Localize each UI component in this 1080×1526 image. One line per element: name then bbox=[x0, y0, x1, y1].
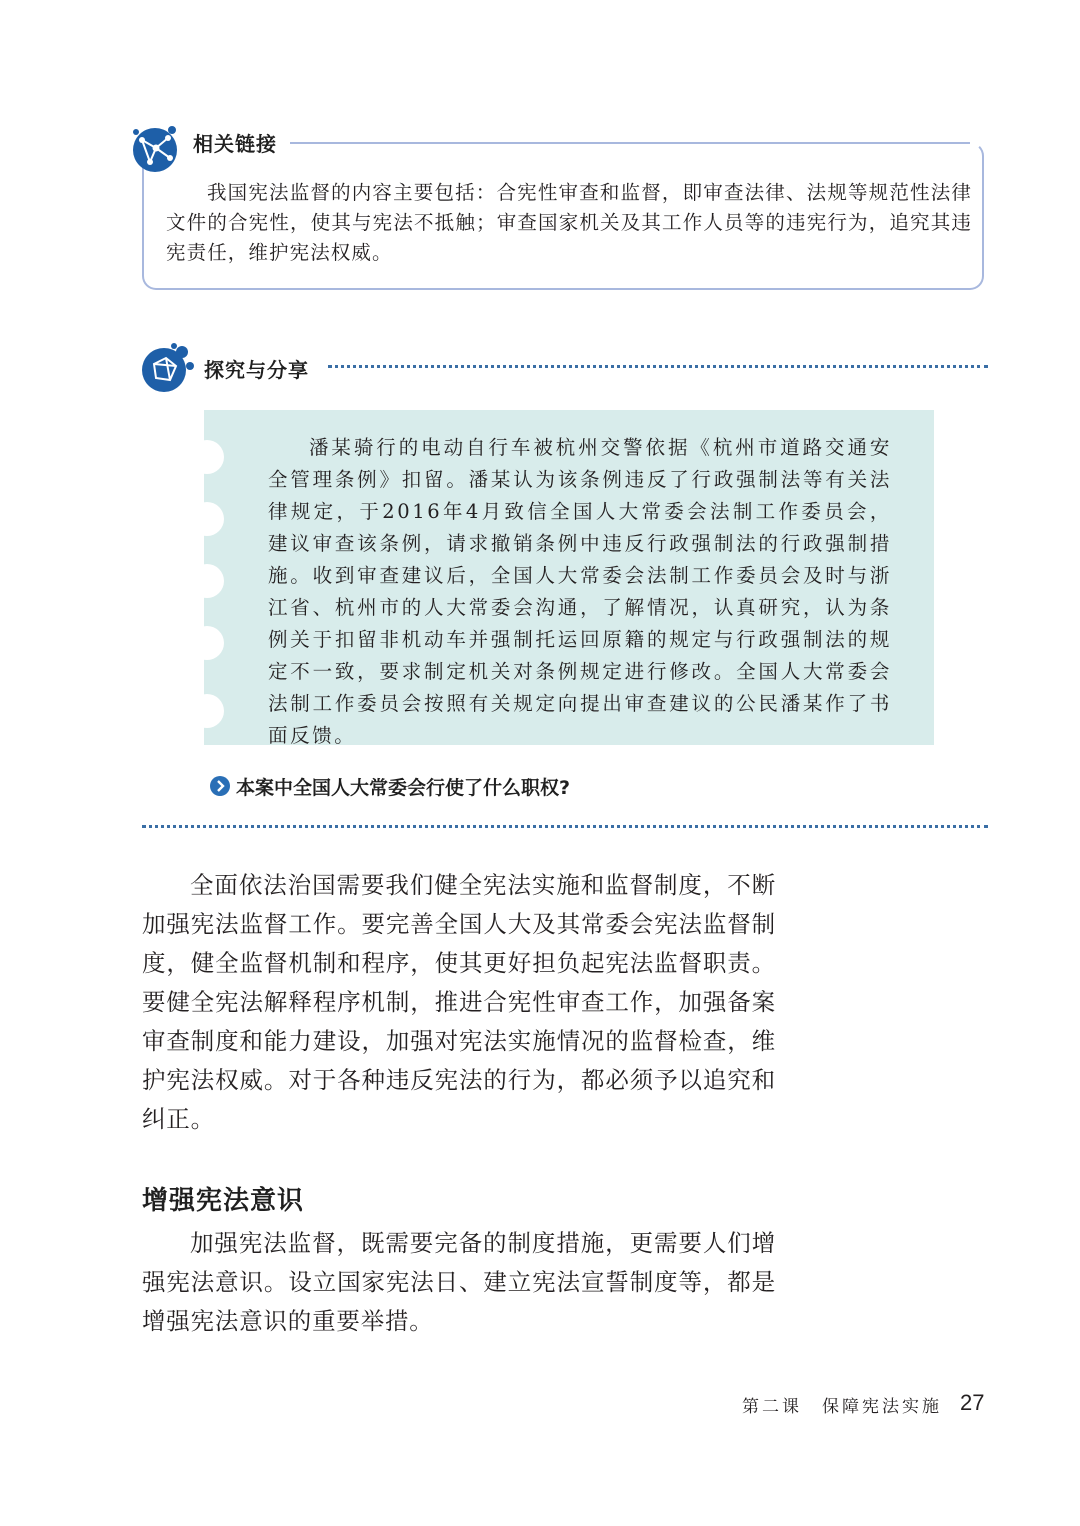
binder-hole bbox=[190, 502, 224, 536]
section-dotted-divider bbox=[142, 825, 988, 828]
explore-dotted-divider bbox=[328, 365, 988, 368]
page-number: 27 bbox=[960, 1390, 985, 1415]
chevron-circle-icon bbox=[210, 776, 230, 796]
explore-share-title: 探究与分享 bbox=[204, 358, 309, 382]
binder-hole bbox=[190, 564, 224, 598]
binder-hole bbox=[190, 626, 224, 660]
related-link-text: 我国宪法监督的内容主要包括：合宪性审查和监督，即审查法律、法规等规范性法律文件的合宪性，使其与宪法不抵触；审查国家机关及其工作人员等的违宪行为，追究其违宪责任，维护宪法权威。 bbox=[166, 181, 972, 264]
binder-hole bbox=[190, 694, 224, 728]
molecule-globe-icon bbox=[140, 340, 196, 394]
related-link-top-line bbox=[290, 142, 970, 144]
body-paragraph-2: 加强宪法监督，既需要完备的制度措施，更需要人们增强宪法意识。设立国家宪法日、建立宪法宣誓制度等，都是增强宪法意识的重要举措。 bbox=[142, 1229, 776, 1335]
body-paragraph-1: 全面依法治国需要我们健全宪法实施和监督制度，不断加强宪法监督工作。要完善全国人大及其常委会宪法监督制度，健全监督机制和程序，使其更好担负起宪法监督职责。要健全宪法解释程序机制，推进合宪性审查工作，加强备案审查制度和能力建设，加强对宪法实施情况的监督检查，维护宪法权威。对于各种违反宪法的行为，都必须予以追究和纠正。 bbox=[142, 871, 776, 1133]
related-link-title: 相关链接 bbox=[193, 132, 277, 156]
binder-hole bbox=[190, 440, 224, 474]
section-heading: 增强宪法意识 bbox=[142, 1186, 305, 1216]
case-text: 潘某骑行的电动自行车被杭州交警依据《杭州市道路交通安全管理条例》扣留。潘某认为该条例违反了行政强制法等有关法律规定，于2016年4月致信全国人大常委会法制工作委员会，建议审查该条例，请求撤销条例中违反行政强制法的行政强制措施。收到审查建议后，全国人大常委会法制工作委员会及时与浙江省、杭州市的人大常委会沟通，了解情况，认真研究，认为条例关于扣留非机动车并强制托运回原籍的规定与行政强制法的规定不一致，要求制定机关对条例规定进行修改。全国人大常委会法制工作委员会按照有关规定向提出审查建议的公民潘某作了书面反馈。 bbox=[268, 436, 892, 747]
discussion-question: 本案中全国人大常委会行使了什么职权? bbox=[236, 777, 571, 799]
network-globe-icon bbox=[128, 122, 182, 176]
footer-chapter: 第二课 保障宪法实施 bbox=[742, 1397, 942, 1417]
